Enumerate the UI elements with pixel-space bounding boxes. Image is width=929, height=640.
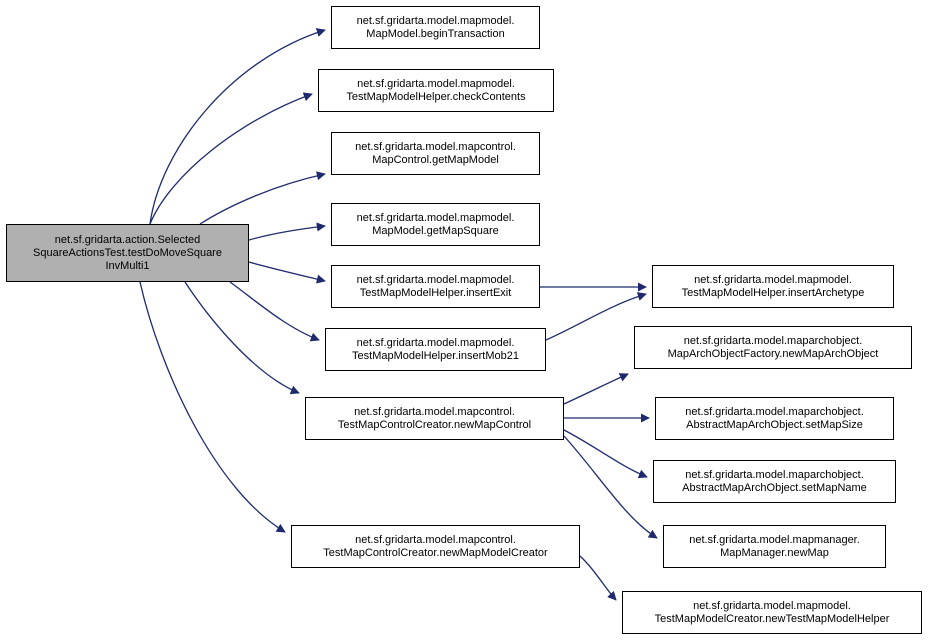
graph-node-label: net.sf.gridarta.model.mapcontrol.: [355, 140, 516, 153]
edge-root-to-insertExit: [249, 262, 325, 281]
edge-newMapControl-to-newMapArchObject: [564, 374, 628, 404]
graph-node-label: MapControl.getMapModel: [372, 153, 499, 166]
graph-node-label: net.sf.gridarta.model.mapcontrol.: [355, 533, 516, 546]
graph-node-newMapArchObject[interactable]: [634, 326, 912, 369]
graph-node-checkContents[interactable]: [318, 69, 554, 112]
edge-root-to-checkContents: [150, 94, 312, 224]
graph-node-label: net.sf.gridarta.model.mapmodel.: [356, 211, 515, 224]
edge-newMapModelCreator-to-newTestMapModelHelper: [580, 556, 616, 600]
graph-node-label: net.sf.gridarta.model.mapmodel.: [356, 336, 515, 349]
graph-node-insertMob21[interactable]: [325, 328, 546, 371]
edge-root-to-newMapControl: [185, 282, 299, 393]
graph-node-label: TestMapModelHelper.checkContents: [346, 90, 526, 103]
graph-node-label: net.sf.gridarta.action.Selected: [54, 233, 201, 246]
graph-node-label: net.sf.gridarta.model.mapmanager.: [689, 533, 860, 546]
graph-node-insertArchetype[interactable]: [652, 265, 894, 308]
graph-node-label: net.sf.gridarta.model.mapmodel.: [693, 599, 851, 612]
graph-node-label: MapModel.getMapSquare: [372, 224, 499, 237]
graph-node-label: TestMapModelCreator.newTestMapModelHelper: [654, 612, 890, 625]
graph-node-root[interactable]: [6, 224, 249, 282]
graph-node-label: TestMapModelHelper.insertArchetype: [681, 286, 865, 299]
edge-newMapControl-to-newMap: [564, 436, 657, 538]
graph-node-newMapControl[interactable]: [305, 397, 564, 440]
edge-insertMob21-to-insertArchetype: [546, 294, 646, 340]
graph-node-setMapSize[interactable]: [655, 397, 894, 440]
graph-node-setMapName[interactable]: [653, 460, 896, 503]
graph-node-label: net.sf.gridarta.model.maparchobject.: [685, 468, 864, 481]
graph-node-label: net.sf.gridarta.model.maparchobject.: [685, 405, 864, 418]
edge-root-to-getMapSquare: [249, 226, 325, 240]
edge-root-to-newMapModelCreator: [140, 282, 285, 532]
graph-node-label: net.sf.gridarta.model.mapmodel.: [357, 77, 515, 90]
graph-node-label: TestMapControlCreator.newMapModelCreator: [323, 546, 548, 559]
graph-node-getMapModel[interactable]: [331, 132, 540, 175]
edge-root-to-beginTransaction: [150, 30, 325, 224]
graph-node-label: AbstractMapArchObject.setMapName: [682, 481, 867, 494]
graph-node-label: AbstractMapArchObject.setMapSize: [686, 418, 863, 431]
graph-node-label: MapManager.newMap: [720, 546, 829, 559]
graph-node-label: TestMapModelHelper.insertExit: [359, 286, 512, 299]
graph-node-label: InvMulti1: [105, 259, 150, 272]
graph-node-label: MapArchObjectFactory.newMapArchObject: [667, 347, 879, 360]
graph-node-label: net.sf.gridarta.model.mapcontrol.: [354, 405, 515, 418]
edge-newMapControl-to-setMapName: [564, 430, 647, 477]
graph-node-label: TestMapModelHelper.insertMob21: [352, 349, 519, 362]
graph-node-beginTransaction[interactable]: [331, 6, 540, 49]
graph-node-getMapSquare[interactable]: [331, 203, 540, 246]
graph-node-label: net.sf.gridarta.model.mapmodel.: [694, 273, 852, 286]
graph-node-insertExit[interactable]: [331, 265, 540, 308]
graph-node-newTestMapModelHelper[interactable]: [622, 591, 922, 634]
graph-node-label: MapModel.beginTransaction: [366, 27, 505, 40]
graph-node-label: TestMapControlCreator.newMapControl: [337, 418, 532, 431]
edge-root-to-insertMob21: [230, 282, 319, 340]
graph-node-label: SquareActionsTest.testDoMoveSquare: [33, 246, 222, 259]
graph-node-label: net.sf.gridarta.model.mapmodel.: [356, 273, 515, 286]
graph-node-newMapModelCreator[interactable]: [291, 525, 580, 568]
edge-root-to-getMapModel: [200, 174, 325, 224]
graph-node-label: net.sf.gridarta.model.maparchobject.: [683, 334, 863, 347]
graph-node-label: net.sf.gridarta.model.mapmodel.: [356, 14, 515, 27]
graph-node-newMap[interactable]: [663, 525, 886, 568]
